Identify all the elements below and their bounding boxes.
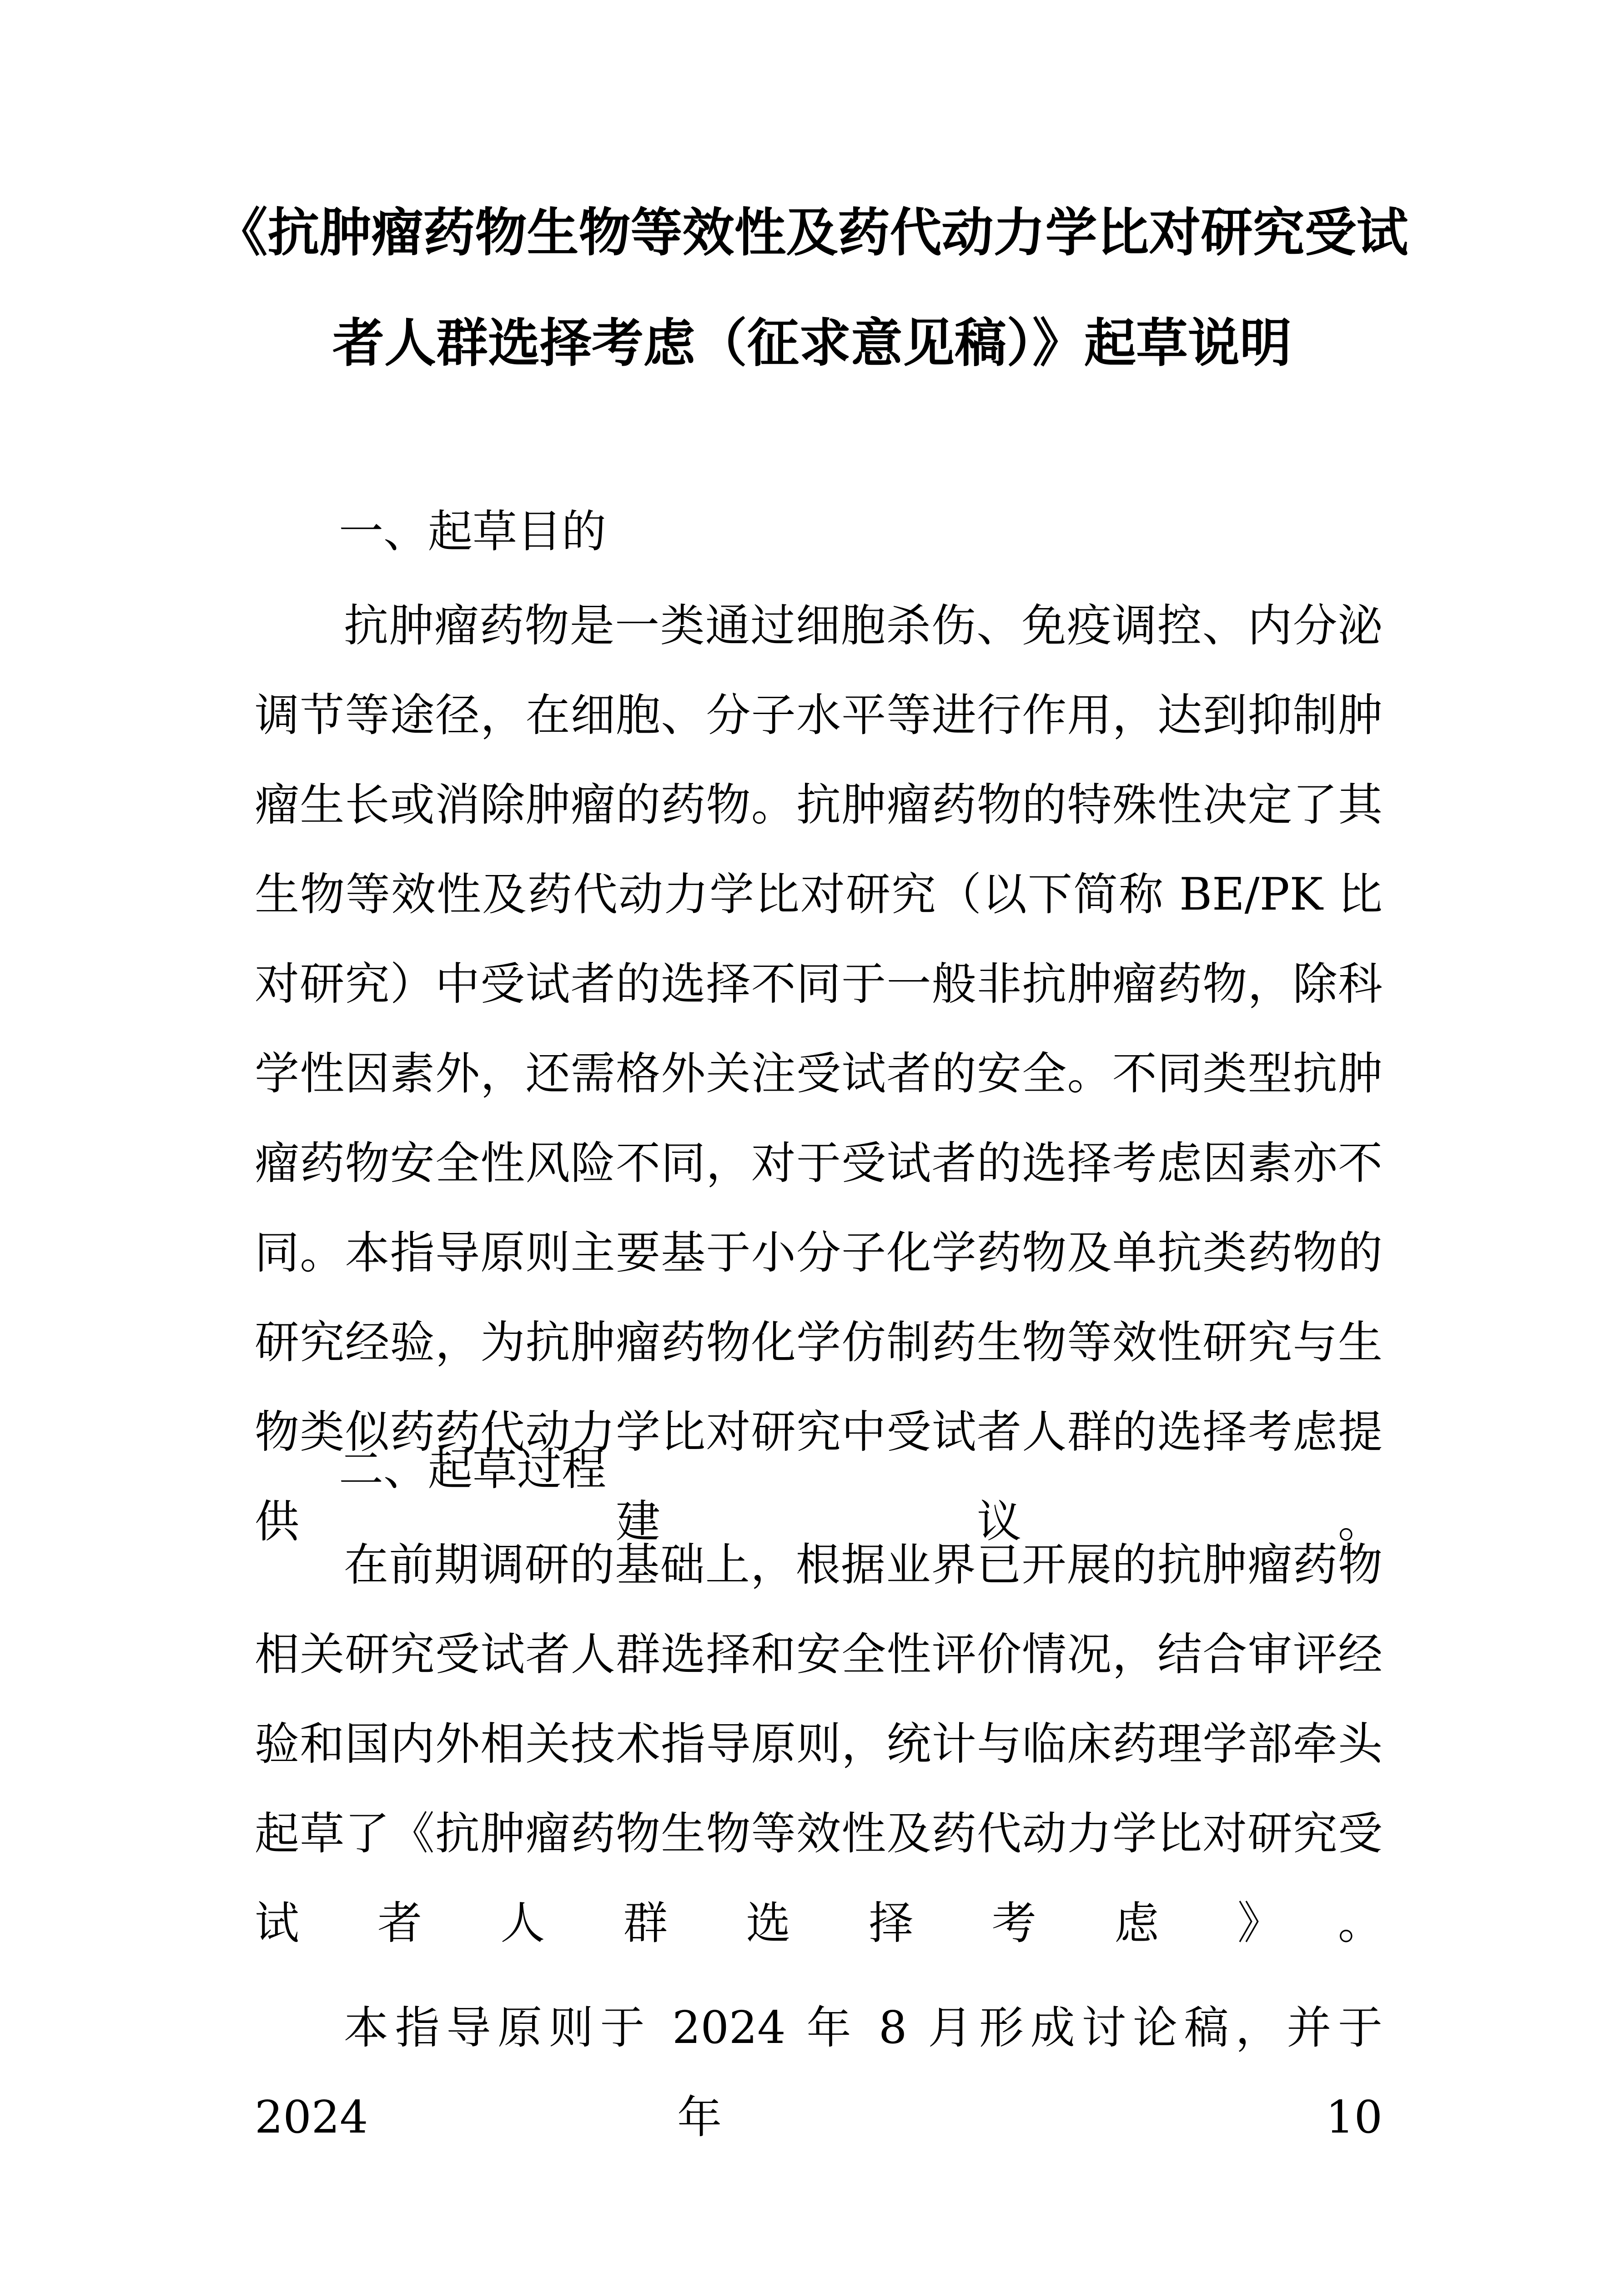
section-heading-process: 二、起草过程	[339, 1444, 607, 1495]
document-title-line-1: 《抗肿瘤药物生物等效性及药代动力学比对研究受试	[216, 202, 1408, 263]
paragraph-purpose: 抗肿瘤药物是一类通过细胞杀伤、免疫调控、内分泌调节等途径，在细胞、分子水平等进行作用，达到抑制肿瘤生长或消除肿瘤的药物。抗肿瘤药物的特殊性决定了其生物等效性及药代动力学比对研究（以下简称 BE/PK 比对研究）中受试者的选择不同于一般非抗肿瘤药物，除科学性因素外，还需格外关注受试者的安全。不同类型抗肿瘤药物安全性风险不同，对于受试者的选择考虑因素亦不同。本指导原则主要基于小分子化学药物及单抗类药物的研究经验，为抗肿瘤药物化学仿制药生物等效性研究与生物类似药药代动力学比对研究中受试者人群的选择考虑提供建议。	[255, 600, 1383, 1548]
document-title-line-2: 者人群选择考虑（征求意见稿）》起草说明	[332, 313, 1292, 373]
paragraph-process-1: 在前期调研的基础上，根据业界已开展的抗肿瘤药物相关研究受试者人群选择和安全性评价情况，结合审评经验和国内外相关技术指导原则，统计与临床药理学部牵头起草了《抗肿瘤药物生物等效性及药代动力学比对研究受试者人群选择考虑》。	[255, 1539, 1383, 1949]
paragraph-process-2: 本指导原则于 2024 年 8 月形成讨论稿，并于 2024 年 10	[255, 2002, 1383, 2143]
section-heading-purpose: 一、起草目的	[339, 506, 607, 558]
